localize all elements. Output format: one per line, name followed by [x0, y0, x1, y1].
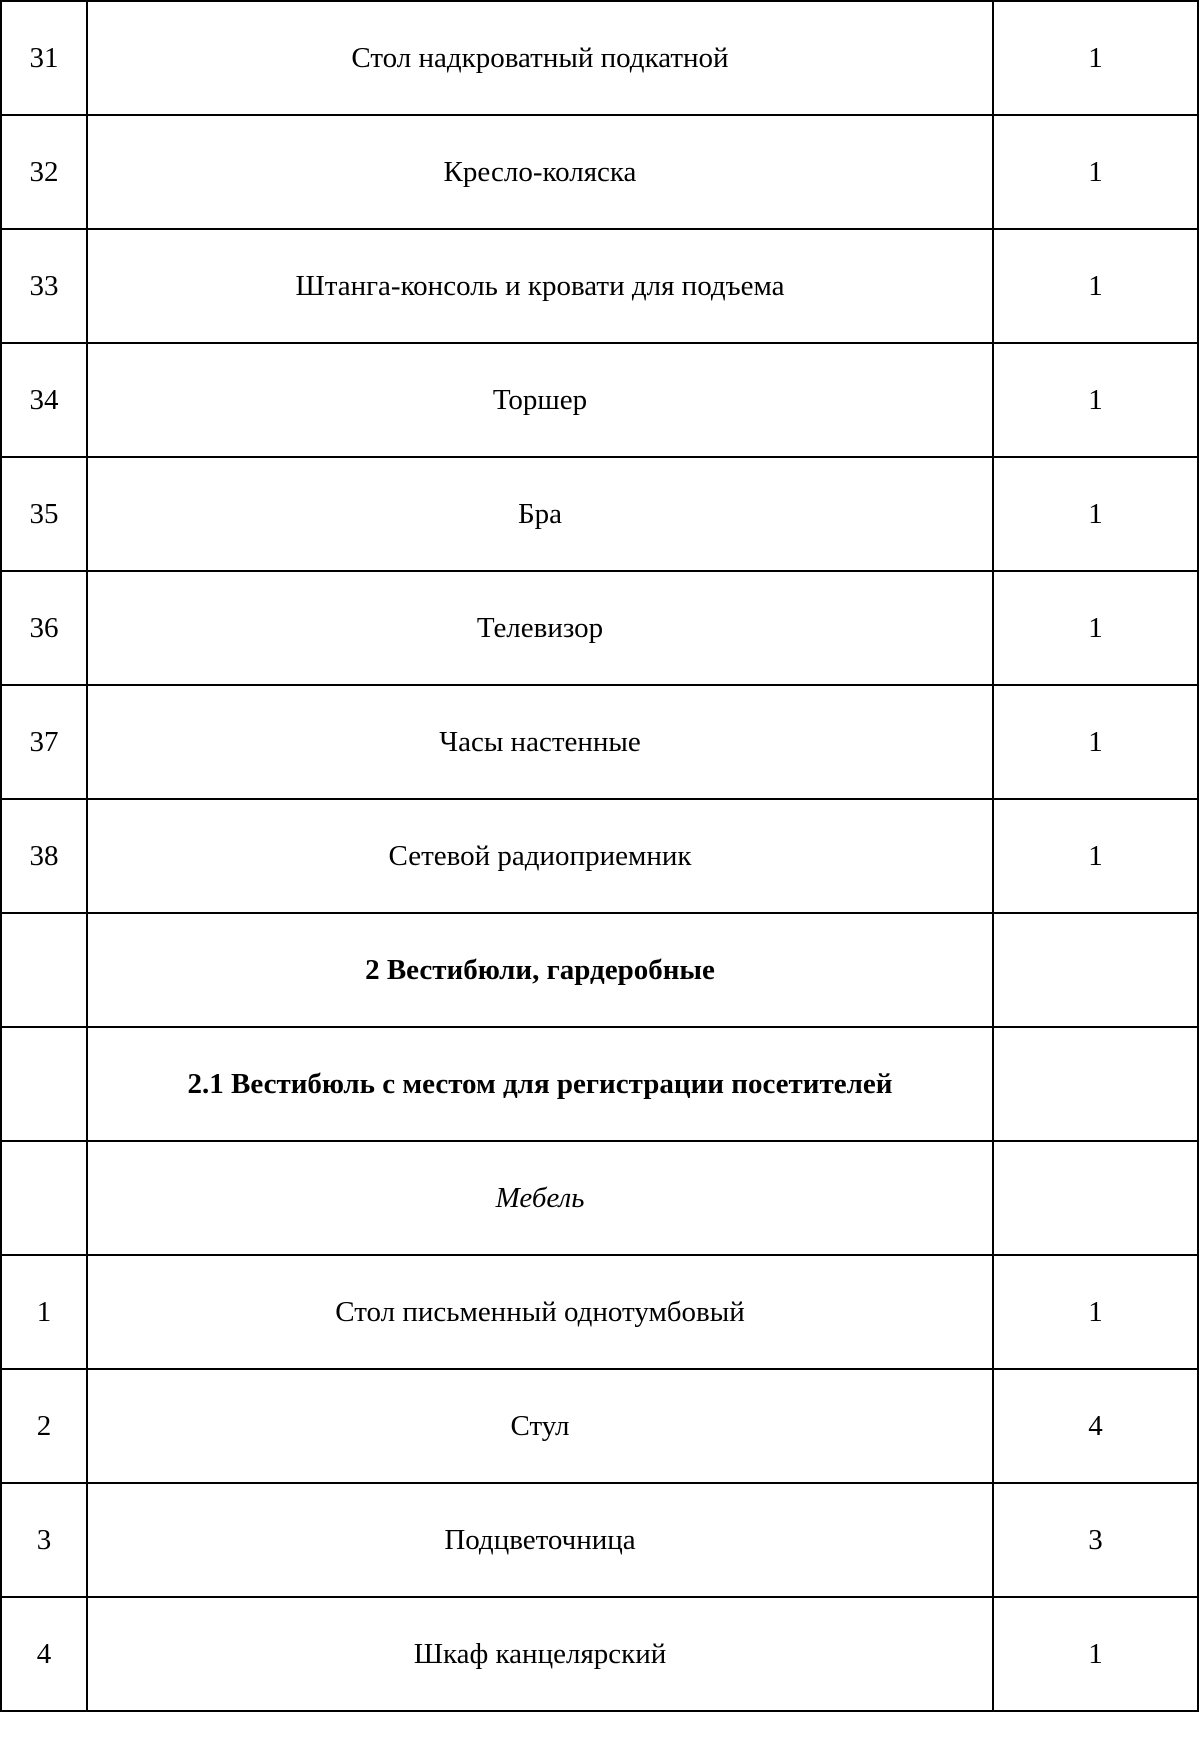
item-quantity: 1 [993, 229, 1198, 343]
table-row [1, 343, 1198, 457]
item-name: Шкаф канцелярский [87, 1597, 993, 1711]
item-quantity: 1 [993, 1, 1198, 115]
item-name: Бра [87, 457, 993, 571]
row-number: 1 [1, 1255, 87, 1369]
table-row [1, 1255, 1198, 1369]
item-quantity: 3 [993, 1483, 1198, 1597]
subsection-heading: 2.1 Вестибюль с местом для регистрации посетителей [87, 1027, 993, 1141]
row-number [1, 1141, 87, 1255]
row-number: 35 [1, 457, 87, 571]
item-quantity: 1 [993, 115, 1198, 229]
item-name: Часы настенные [87, 685, 993, 799]
row-number [1, 1027, 87, 1141]
item-quantity: 1 [993, 799, 1198, 913]
table-row [1, 115, 1198, 229]
table-row [1, 457, 1198, 571]
table-row [1, 229, 1198, 343]
item-quantity: 1 [993, 1597, 1198, 1711]
item-name: Торшер [87, 343, 993, 457]
table-row [1, 1, 1198, 115]
item-quantity [993, 1141, 1198, 1255]
section-heading-row [1, 913, 1198, 1027]
row-number: 34 [1, 343, 87, 457]
category-heading: Мебель [87, 1141, 993, 1255]
item-quantity: 4 [993, 1369, 1198, 1483]
row-number: 37 [1, 685, 87, 799]
row-number: 4 [1, 1597, 87, 1711]
item-name: Телевизор [87, 571, 993, 685]
item-name: Стол надкроватный подкатной [87, 1, 993, 115]
table-row [1, 1369, 1198, 1483]
table-row [1, 1597, 1198, 1711]
item-name: Сетевой радиоприемник [87, 799, 993, 913]
item-name: Подцветочница [87, 1483, 993, 1597]
row-number: 31 [1, 1, 87, 115]
item-quantity: 1 [993, 457, 1198, 571]
row-number [1, 913, 87, 1027]
category-row [1, 1141, 1198, 1255]
item-name: Штанга-консоль и кровати для подъема [87, 229, 993, 343]
table-row [1, 685, 1198, 799]
item-quantity [993, 1027, 1198, 1141]
table-row [1, 799, 1198, 913]
row-number: 36 [1, 571, 87, 685]
item-name: Стол письменный однотумбовый [87, 1255, 993, 1369]
row-number: 3 [1, 1483, 87, 1597]
table-row [1, 1483, 1198, 1597]
item-quantity: 1 [993, 571, 1198, 685]
section-heading-row [1, 1027, 1198, 1141]
section-heading: 2 Вестибюли, гардеробные [87, 913, 993, 1027]
row-number: 38 [1, 799, 87, 913]
table-row [1, 571, 1198, 685]
row-number: 2 [1, 1369, 87, 1483]
item-quantity: 1 [993, 1255, 1198, 1369]
item-quantity [993, 913, 1198, 1027]
item-quantity: 1 [993, 685, 1198, 799]
item-name: Стул [87, 1369, 993, 1483]
row-number: 32 [1, 115, 87, 229]
row-number: 33 [1, 229, 87, 343]
item-name: Кресло-коляска [87, 115, 993, 229]
item-quantity: 1 [993, 343, 1198, 457]
